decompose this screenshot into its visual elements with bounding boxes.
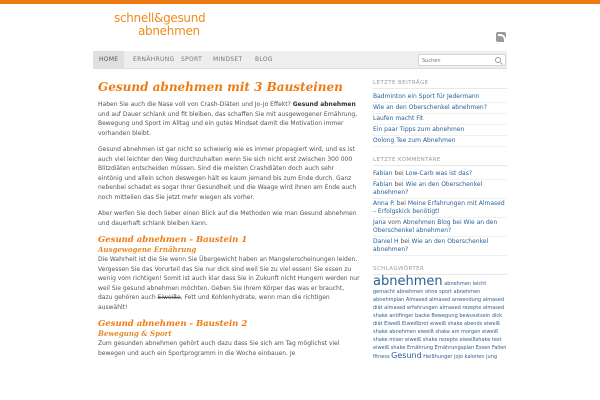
logo-line-2: abnehmen [138,24,200,38]
tag-cloud [373,274,507,361]
nav-ernaehrung[interactable]: ERNÄHRUNG [133,56,175,63]
recent-post-link[interactable]: Wie an den Oberschenkel abnehmen? [373,103,507,114]
section-2-title: Gesund abnehmen - Baustein 2 [98,319,248,329]
comment-item: Fabian bei Wie an den Oberschenkel abnehmen? [373,180,507,199]
comment-post-link[interactable]: Wie an den Oberschenkel abnehmen? [373,181,483,196]
rss-icon[interactable] [496,32,506,42]
comment-item: Anna P. bei Meine Erfahrungen mit Almased – Erfolgskick benötigt! [373,199,507,218]
comment-item: Jana vom Abnehmen Blog bei Wie an den Oberschenkel abnehmen? [373,218,507,237]
section-2-text: Zum gesunden abnehmen gehört auch dazu dass Sie sich am Tag möglichst viel bewegen und auch ein Sportprogramm in die Woche einbauen. Je [98,340,340,357]
article-paragraph-1: Haben Sie auch die Nase voll von Crash-Diäten und Jo-Jo Effekt? Gesund abnehmen und auf Dauer schlank und fit bleiben, das schaffen Sie mit ausgewogener Ernährung, Bewegung und Sport im Alltag und ein gutes Mindset damit die Motivation immer vorhanden bleibt. [98,101,358,137]
recent-posts-title: LETZTE BEITRÄGE [373,80,507,89]
nav-blog[interactable]: BLOG [255,56,273,63]
search-icon[interactable] [495,57,501,63]
section-1-text: Die Wahrheit ist die Sie wenn Sie Übergewicht haben an Mangelerscheinungen leiden. Vergessen Sie das Vorurteil das Sie nur dick sind weil Sie zu viel essen! Sie essen zu wenig vom richtigen! Somit ist auch klar dass Sie in Zukunft nicht Hungern werden nur weil Sie gesund abnehmen möchten. Geben Sie Ihrem Körper das was er braucht, dazu gehören auch Eiweiße, Fett und Kohlenhydrate, wenn man die richtigen auswählt! [98,256,360,311]
recent-post-link[interactable]: Ein paar Tipps zum abnehmen [373,125,507,136]
nav-mindset[interactable]: MINDSET [213,56,243,63]
recent-comments-title: LETZTE KOMMENTARE [373,157,507,166]
article-title: Gesund abnehmen mit 3 Bausteinen [98,80,343,94]
article-paragraph-2: Gesund abnehmen ist gar nicht so schwierig wie es immer propagiert wird, und es ist auch viel leichter den Weg durchzuhalten wenn Sie sich nicht erst zwischen 300 000 Blitzdiäten entscheiden müssen. Sind die meisten Crashdiäten doch auch sehr eintönig und allein schon deswegen hält es kaum jemand bis zum Ende durch. Ganz nebenbei schadet es sogar Ihrer Gesundheit und die Waage wird ihnen am Ende auch noch mitteilen das Sie jetzt mehr wiegen als vorher. [98,146,357,201]
nav-home[interactable]: HOME [93,51,124,69]
tag-link[interactable]: Gesund [391,351,422,360]
main-article [98,80,360,365]
search-box [418,54,506,66]
comment-post-link[interactable]: Abnehmen Blog bei Wie an den Oberschenkel abnehmen? [373,219,498,234]
tag-link-list[interactable]: Heißhunger jojo kalorien jung [423,354,498,360]
tag-link-list[interactable]: abnehmen leicht gemacht abnehmen ohne sport abnehmen abnehmplan Almased almased anwendung almased diät almased erfahrungen almased rezepte almased shake antifinger backe Bewegung bewusstsein dick diät Eiweiß Eiweißbrot eiweiß shake abends eiweiß shake abnehmen eiweiß shake am morgen eiweiß shake mixer eiweiß shake rezepte eiweißshake test eiweiß shake Ernährung Ernährungsplan Essen Fallen fitness [373,281,507,360]
section-2-subtitle: Bewegung & Sport [98,329,172,338]
comment-author[interactable]: Jana [373,219,386,226]
comment-item: Daniel H bei Wie an den Oberschenkel abnehmen? [373,237,507,256]
sidebar [373,80,507,371]
section-1-subtitle: Ausgewogene Ernährung [98,245,197,254]
tag-cloud-widget [373,266,507,361]
section-1-title: Gesund abnehmen - Baustein 1 [98,235,248,245]
article-paragraph-3: Aber werfen Sie doch lieber einen Blick auf die Methoden wie man Gesund abnehmen und dauerhaft schlank bleiben kann. [98,210,357,227]
logo-line-1: schnell&gesund [114,11,206,25]
recent-post-link[interactable]: Laufen macht Fit [373,114,507,125]
recent-posts-widget [373,80,507,147]
comment-post-link[interactable]: Meine Erfahrungen mit Almased – Erfolgskick benötigt! [373,200,505,215]
recent-post-link[interactable]: Badminton ein Sport für Jedermann [373,92,507,103]
top-accent-bar [0,0,600,4]
comment-author[interactable]: Fabian [373,170,393,177]
nav-sport[interactable]: SPORT [181,56,203,63]
tag-link[interactable]: abnehmen [373,274,443,289]
comment-post-link[interactable]: Wie an den Oberschenkel abnehmen? [373,238,489,253]
comment-author[interactable]: Anna P. [373,200,395,207]
comment-author[interactable]: Daniel H [373,238,399,245]
tag-cloud-title: SCHLAGWÖRTER [373,266,507,275]
site-logo[interactable] [114,12,226,42]
search-input[interactable] [422,56,492,65]
recent-comments-widget [373,157,507,256]
recent-post-link[interactable]: Oolong Tee zum Abnehmen [373,136,507,147]
comment-post-link[interactable]: Low-Carb was ist das? [405,170,473,177]
comment-item: Fabian bei Low-Carb was ist das? [373,169,507,180]
comment-author[interactable]: Fabian [373,181,393,188]
